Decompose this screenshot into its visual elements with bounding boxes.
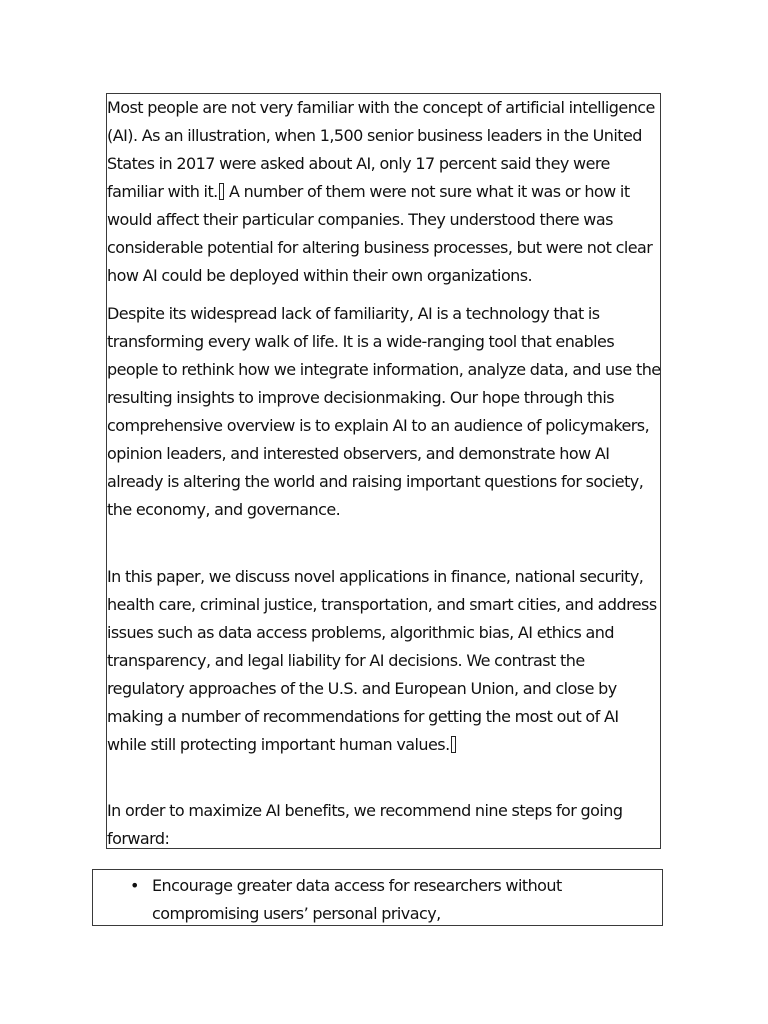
intro-line-1: Most people are not very familiar with the concept of artificial intelligence: [107, 98, 655, 117]
despite-line-2: transforming every walk of life. It is a wide-ranging tool that enables: [107, 332, 615, 351]
despite-line-1: Despite its widespread lack of familiarity, AI is a technology that is: [107, 304, 600, 323]
paper-paragraph: [107, 563, 663, 759]
intro-line-5: would affect their particular companies. They understood there was: [107, 210, 613, 229]
intro-paragraph: [107, 94, 663, 290]
intro-line-4: [107, 178, 663, 206]
intro-line-6: considerable potential for altering business processes, but were not clear: [107, 238, 653, 257]
intro-line-2: (AI). As an illustration, when 1,500 senior business leaders in the United: [107, 126, 642, 145]
paper-line-2: health care, criminal justice, transportation, and smart cities, and address: [107, 595, 657, 614]
bullet-item-1: [152, 872, 652, 928]
despite-line-8: the economy, and governance.: [107, 500, 341, 519]
despite-paragraph: [107, 300, 663, 524]
bullet-icon: •: [130, 876, 140, 895]
intro-line-3: States in 2017 were asked about AI, only 17 percent said they were: [107, 154, 610, 173]
intro-line-7: how AI could be deployed within their own organizations.: [107, 266, 533, 285]
paper-line-5: regulatory approaches of the U.S. and European Union, and close by: [107, 679, 617, 698]
despite-line-3: people to rethink how we integrate information, analyze data, and use the: [107, 360, 661, 379]
despite-line-5: comprehensive overview is to explain AI to an audience of policymakers,: [107, 416, 650, 435]
recommend-line-2: forward:: [107, 829, 170, 848]
paper-line-7: [107, 731, 663, 759]
paper-line-6: making a number of recommendations for getting the most out of AI: [107, 707, 619, 726]
recommend-paragraph: [107, 797, 663, 853]
intro-line-4-text: familiar with it.: [107, 182, 218, 201]
paper-line-3: issues such as data access problems, algorithmic bias, AI ethics and: [107, 623, 614, 642]
bullet-item-1-line-2: compromising users’ personal privacy,: [152, 904, 441, 923]
footnote-marker-2[interactable]: [451, 736, 456, 753]
recommend-line-1: In order to maximize AI benefits, we recommend nine steps for going: [107, 801, 623, 820]
paper-line-1: In this paper, we discuss novel applications in finance, national security,: [107, 567, 644, 586]
paper-line-7-text: while still protecting important human values.: [107, 735, 450, 754]
intro-line-4-rest: A number of them were not sure what it was or how it: [224, 182, 630, 201]
footnote-marker-1[interactable]: [219, 183, 224, 200]
despite-line-6: opinion leaders, and interested observers, and demonstrate how AI: [107, 444, 610, 463]
bullet-item-1-line-1: Encourage greater data access for researchers without: [152, 876, 562, 895]
despite-line-7: already is altering the world and raising important questions for society,: [107, 472, 644, 491]
paper-line-4: transparency, and legal liability for AI decisions. We contrast the: [107, 651, 585, 670]
despite-line-4: resulting insights to improve decisionmaking. Our hope through this: [107, 388, 615, 407]
